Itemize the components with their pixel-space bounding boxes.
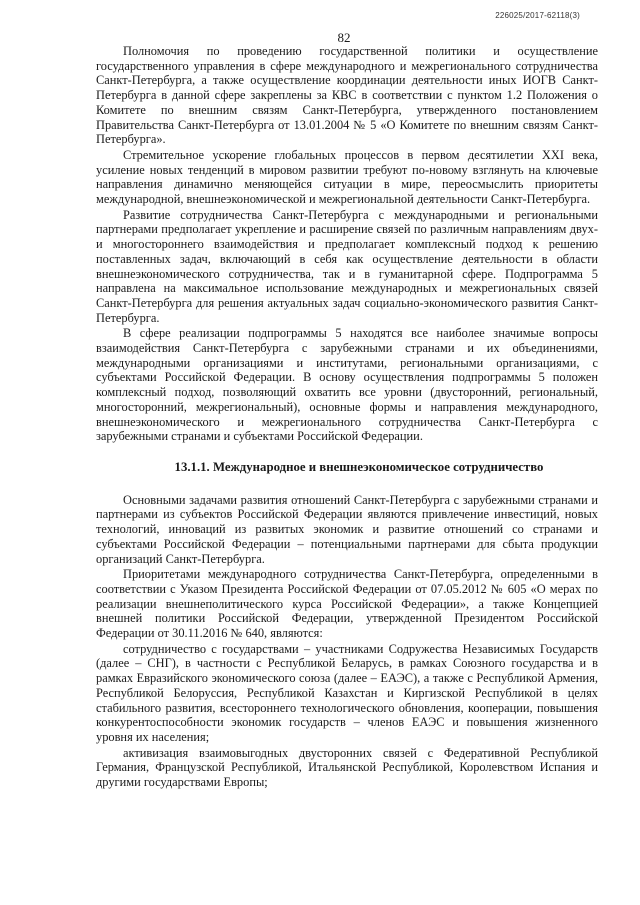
- paragraph: Стремительное ускорение глобальных процессов в первом десятилетии XXI века, усиление новых тенденций в мировом развитии требуют по-новому взглянуть на ключевые направления динамично меняющейся ситуации в мире, переосмыслить приоритеты международной, внешнеэкономической и межрегиональной деятельности Санкт-Петербурга.: [96, 147, 598, 207]
- document-number: 226025/2017-62118(3): [495, 11, 580, 20]
- paragraph: Приоритетами международного сотрудничества Санкт-Петербурга, определенными в соответствии с Указом Президента Российской Федерации от 07.05.2012 № 605 «О мерах по реализации внешнеполитического курса Российской Федерации», а также Концепцией внешней политики Российской Федерации, утвержденной Президентом Российской Федерации от 30.11.2016 № 640, являются:: [96, 567, 598, 641]
- section-heading: 13.1.1. Международное и внешнеэкономическое сотрудничество: [174, 459, 544, 474]
- list-item: сотрудничество с государствами – участниками Содружества Независимых Государств (далее – СНГ), в частности с Республикой Беларусь, в рамках Союзного государства и в рамках Евразийского экономического союза (далее – ЕАЭС), а также с Республикой Армения, Республикой Белоруссия, Республикой Казахстан и Киргизской Республикой в целях стабильного развития, всестороннего технологического обновления, кооперации, повышения конкурентоспособности экономик государств – членов ЕАЭС и повышения жизненного уровня их населения;: [96, 641, 598, 744]
- page-number: 82: [337, 30, 351, 45]
- document-body: [96, 44, 598, 790]
- paragraph: Полномочия по проведению государственной политики и осуществление государственного управления в сфере международного и межрегионального сотрудничества Санкт-Петербурга, а также осуществление координации деятельности иных ИОГВ Санкт-Петербурга в данной сфере закреплены за КВС в соответствии с пунктом 1.2 Положения о Комитете по внешним связям Санкт-Петербурга, утвержденного постановлением Правительства Санкт-Петербурга от 13.01.2004 № 5 «О Комитете по внешним связям Санкт-Петербурга».: [96, 44, 598, 147]
- paragraph: Развитие сотрудничества Санкт-Петербурга с международными и региональными партнерами предполагает укрепление и расширение связей по различным направлениям двух- и многостороннего взаимодействия и предполагает комплексный подход к решению поставленных задач, включающий в себя как осуществление деятельности в области внешнеэкономического сотрудничества, так и в гуманитарной сфере. Подпрограмма 5 направлена на максимальное использование международных и межрегиональных связей Санкт-Петербурга для решения актуальных задач социально-экономического развития Санкт-Петербурга.: [96, 207, 598, 325]
- paragraph: В сфере реализации подпрограммы 5 находятся все наиболее значимые вопросы взаимодействия Санкт-Петербурга с зарубежными странами и их объединениями, международными организациями и институтами, региональными организациями, с субъектами Российской Федерации. В основу осуществления подпрограммы 5 положен комплексный подход, позволяющий охватить все уровни (двусторонний, региональный, многосторонний, межрегиональный), основные формы и направления международного, внешнеэкономического и межрегионального сотрудничества Санкт-Петербурга с зарубежными странами и субъектами Российской Федерации.: [96, 326, 598, 444]
- list-item: активизация взаимовыгодных двусторонних связей с Федеративной Республикой Германия, Французской Республикой, Итальянской Республикой, Королевством Испания и другими государствами Европы;: [96, 745, 598, 790]
- paragraph: Основными задачами развития отношений Санкт-Петербурга с зарубежными странами и партнерами из субъектов Российской Федерации являются привлечение инвестиций, новых технологий, инноваций из развитых экономик и развитие отношений со странами и субъектами Российской Федерации – потенциальными партнерами для сбыта продукции организаций Санкт-Петербурга.: [96, 492, 598, 566]
